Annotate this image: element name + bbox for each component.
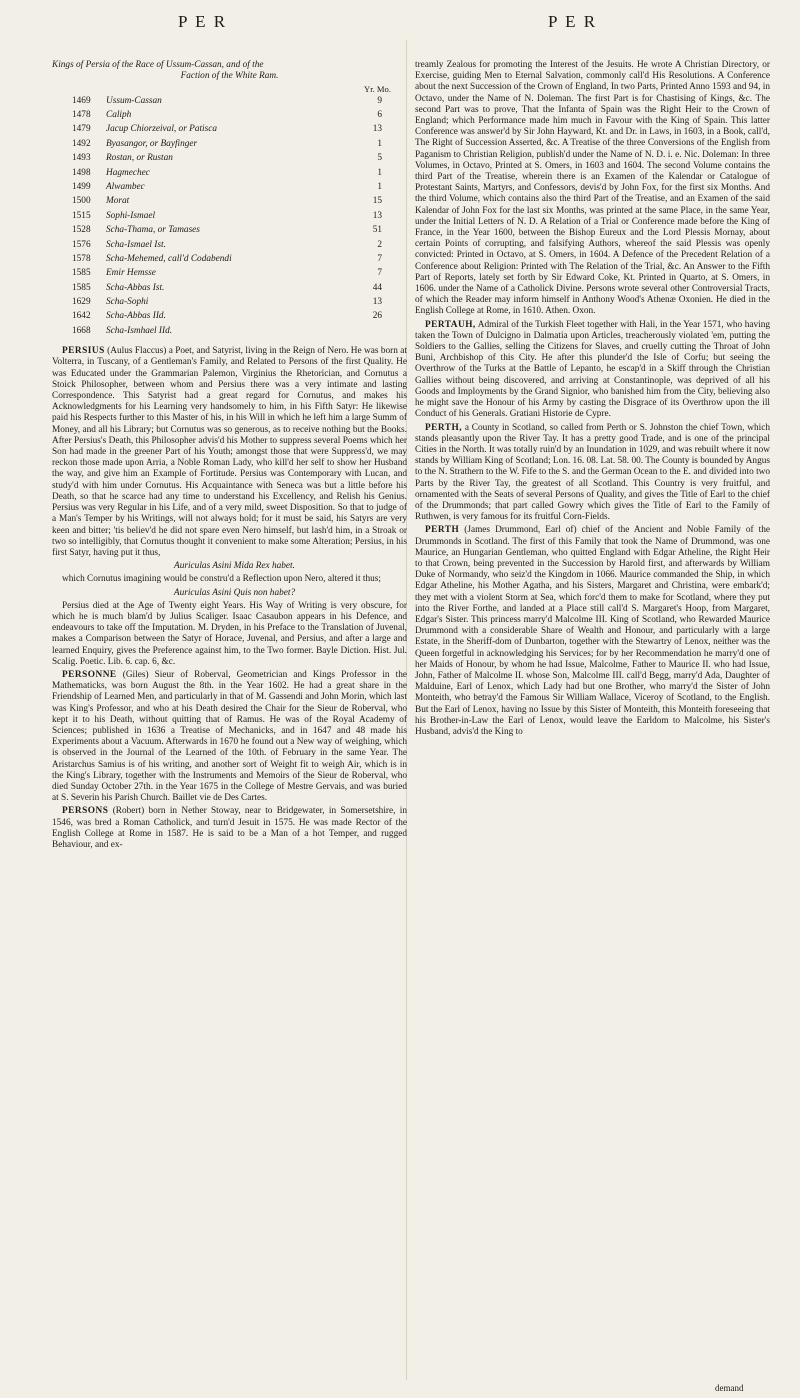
perth-earl-text: (James Drummond, Earl of) chief of the Ancient and Noble Family of the Drummonds in Scotland. The first of this Family that took the Name of Drummond, was one Maurice, an Hungarian Gentleman, who quitted England with Edgar Atheline, the Right Heir to that Crown, being prevented in the Succession by Harold first, and afterwards by William Duke of Normandy, who seiz'd the Kingdom in 1066. Maurice commanded the Ship, in which Edgar Atheline, his Mother Agatha, and his Sisters, Margaret and Christina, were embark'd; they met with a violent Storm at Sea, which forc'd them to make for Scotland, where they put into the River Forthe, and landed at a Place still call'd S. Margaret's Hoop, from Margaret, Edgar's Sister. This princess marry'd Malcolme III. King of Scotland, who Rewarded Maurice Drummond with a considerable Share of Wealth and Honour, and particularly with a large Estate, in the Sheriff-dom of Dunbarton, together with the Stewartry of Lenox, neither was the Queen forgetful in acknowledging his Services; for by her Recommendation he marry'd one of her Maids of Honour, by whom he had Issue, Malcolme, Father to Maurice II. who had Issue, John, Father of Malcolme II. whose Son, Malcolme III. call'd Begg, marry'd Ada, Daughter of Malduine, Earl of Lenox, which Lady had but one Brother, who marry'd the Sister of John Monteith, who betray'd the Famous Sir William Wallace, Viceroy of Scotland, to the English. But the Earl of Lenox, having no Issue by this Sister of Monteith, this Monteith foreseeing that his Brother-in-Law the Earl of Lenox, would leave the Earldom to Malcolme, his Sister's Husband, advis'd the King to [415, 525, 770, 737]
running-head-right: P E R [548, 12, 598, 31]
reign-king: Ussum-Cassan [106, 95, 162, 106]
reign-row [72, 110, 382, 124]
reign-year: 1515 [72, 210, 91, 221]
reign-year: 1469 [72, 95, 91, 106]
persius-text-2: which Cornutus imagining would be constru'd a Reflection upon Nero, altered it thus; [62, 574, 381, 585]
reign-row [72, 225, 382, 239]
personne-entry [52, 670, 407, 804]
reign-king: Alwambec [106, 181, 145, 192]
reign-year: 1642 [72, 311, 91, 322]
reign-duration: 26 [372, 311, 382, 322]
verse-1: Auriculas Asini Mida Rex habet. [174, 561, 295, 572]
right-column [415, 60, 770, 740]
reign-year: 1478 [72, 110, 91, 120]
reign-year: 1585 [72, 268, 91, 279]
reign-table [72, 96, 382, 341]
reign-row [72, 196, 382, 210]
reign-duration: 7 [377, 253, 382, 264]
reign-king: Emir Hemsse [106, 268, 156, 279]
persons-continued: treamly Zealous for promoting the Interest of the Jesuits. He wrote A Christian Directory, or Exercise, guiding Men to Eternal Salvation, commonly call'd His Resolutions. A Conference about the next Succession of the Crown of England, In two Parts, Printed Anno 1593 and 94, in Octavo, under the Name of N. Doleman. The first Part is for Chastising of Kings, &c. The second Part was to prove, That the Infanta of Spain was the Right Heir to the Crown of England; which Performance made him much in Favour with the King of Spain. This latter Conference was answer'd by Sir John Hayward, Kt. and Dr. in Laws, in 1603, in a Book, call'd, The Right of Succession Asserted, &c. A Treatise of the three Conversions of the English from Paganism to Christian Religion, publish'd under the Name of N. D. i. e. Nic. Doleman: In three Volumes, in Octavo, Printed at S. Omers, in 1603 and 1604. The second Volume contains the third Part of the Treatise, wherein there is an Examen of the Kalendar or Catalogue of Protestant Saints, Martyrs, and Confessors, devis'd by John Fox, for the first six Months. And the third Volume, which contains also the third Part of the Treatise, and an Examen of the said Kalendar of John Fox for the last six Months, was printed at the same Place, in the same Year, under the Initial Letters of N. D. A Relation of a Trial or Conference made before the King of France, in the Year 1600, between the Bishop Eureux and the Lord Plessis Mornay, about certain Points of corrupting, and falsifying Authors, whereof the said Plessis was openly convicted: Printed in Octavo, at S. Omers, in 1604. A Defence of the Precedent Relation of a Conference about Religion: Printed with The Relation of the Trial, &c. An Answer to the Fifth Part of Reports, lately set forth by Sir Edward Coke, Kt. Printed in Quarto, at S. Omers, in 1606. under the Name of a Catholick Divine. Persons wrote several other Controversial Tracts, of which the Reader may inform himself in Anthony Wood's Athenæ Oxonien. He died in the English College at Rome, in 1610. Athen. Oxon. [415, 60, 770, 317]
reign-duration: 51 [372, 225, 382, 236]
reign-duration: 6 [377, 110, 382, 120]
col-mo: Mo. [376, 84, 391, 95]
catchword: demand [715, 1383, 744, 1393]
reign-duration: 15 [372, 196, 382, 207]
reign-duration: 5 [377, 153, 382, 164]
reign-king: Scha-Mehemed, call'd Codabendi [106, 253, 232, 264]
reign-year: 1492 [72, 138, 91, 149]
reign-king: Caliph [106, 110, 132, 120]
reign-year: 1528 [72, 225, 91, 236]
perth-earl-entry [415, 525, 770, 738]
reign-row [72, 182, 382, 196]
reign-duration: 7 [377, 268, 382, 279]
reign-duration: 13 [372, 124, 382, 135]
persons-entry [52, 806, 407, 851]
personne-name: PERSONNE [62, 669, 117, 680]
running-head [0, 8, 800, 38]
reign-row [72, 254, 382, 268]
pertauh-name: PERTAUH, [425, 319, 476, 330]
kings-heading [52, 60, 407, 82]
reign-year: 1576 [72, 239, 91, 250]
running-head-left: P E R [178, 12, 228, 31]
reign-row [72, 168, 382, 182]
reign-year: 1668 [72, 325, 91, 336]
reign-year: 1629 [72, 297, 91, 308]
persius-name: PERSIUS [62, 346, 105, 357]
reign-year: 1499 [72, 181, 91, 192]
reign-year: 1578 [72, 253, 91, 264]
reign-row [72, 283, 382, 297]
kings-heading-sub: Faction of the White Ram. [180, 71, 279, 82]
kings-heading-title: Kings of Persia of the Race of Ussum-Cassan, and of the [52, 60, 264, 70]
personne-text: (Giles) Sieur of Roberval, Geometrician and Kings Professor in the Mathematicks, was born August the 8th. in the Year 1602. He had a great share in the Friendship of Learned Men, and particularly in that of M. Gassendi and John Morin, which last was King's Professor, and who at his Death desired the Chair for the Sieur de Roberval, who kept it to his Death, without quitting that of Ramus. He was of the Royal Academy of Sciences; published in 1636 a Treatise of Mechanicks, and in 1647 and 48 made his Experiments about a Vacuum. Afterwards in 1670 he found out a New way of weighing, which is observed in the Journal of the Learned of the 10th. of February in the same Year. The Aristarchus Samius is of his writing, and another sort of Weight fit to weigh Air, which is in the King's Library, together with the Instruments and Memoirs of the Sieur de Roberval, who died Sunday October 27th. in the Year 1675 in the College of Mestre Gervais, and was buried at S. Severin his Parish Church. Baillet vie de Des Cartes. [52, 669, 407, 804]
persons-name: PERSONS [62, 806, 109, 817]
reign-duration: 44 [372, 282, 382, 293]
reign-row [72, 96, 382, 110]
reign-king: Rostan, or Rustan [106, 153, 173, 164]
pertauh-entry [415, 320, 770, 421]
reign-row [72, 124, 382, 138]
persons-text: (Robert) born in Nether Stoway, near to Bridgewater, in Somersetshire, in 1546, was bred a Roman Catholick, and turn'd Jesuit in 1575. He was made Rector of the English College at Rome in 1587. He is said to be a Man of a hot Temper, and rugged Behaviour, and ex- [52, 806, 407, 850]
reign-king: Hagmechec [106, 167, 150, 178]
reign-row [72, 240, 382, 254]
pertauh-text: Admiral of the Turkish Fleet together with Hali, in the Year 1571, who having taken the Town of Dulcigno in Dalmatia upon Articles, treacherously violated 'em, putting the Soldiers to the Gallies, selling the Citizens for Slaves, and cruelly cutting the Throat of John Buni, Archbishop of this City. He after this plunder'd the Isle of Corfu; but seeing the Overthrow of the Turks at the Battle of Lepanto, he escap'd in a Skiff through the Christian Gallies without being discovered, and arriving at Constantinople, was deprived of all his Goods and Imployments by the Grand Signior, who banished him from the City, believing also he might save the Honour of his Army by casting the Disgrace of its Overthrow upon the ill Conduct of his Generals. Gratiani Historie de Cypre. [415, 319, 770, 420]
left-column [52, 60, 407, 853]
persius-text: (Aulus Flaccus) a Poet, and Satyrist, living in the Reign of Nero. He was born at Volterra, in Tuscany, of a Gentleman's Family, and Related to Persons of the first Quality. He was Educated under the Grammarian Palemon, Virginius the Rhetorician, and Cornutus a Stoick Philosopher, between whom and Persius there was a very intimate and lasting Correspondence. This Satyrist had a great regard for Cornutus, and makes his Acknowledgments for his Learning very handsomely to him, in his Fifth Satyr: He likewise paid his Respects further to this Master of his, in his Will in which he left him a large Summ of Money, and all his Library; but Cornutus was so generous, as to receive nothing but the Books. After Persius's Death, this Philosopher advis'd his Mother to suppress several Poems which her Son had made in the greener Part of his Youth; amongst those that were Suppress'd, we may reckon those made upon Arria, a Noble Roman Lady, who kill'd her self to show her Husband the way, and give him an Example of Fortitude. Persius was Contemporary with Lucan, and study'd with him under Cornutus. His Acquaintance with Seneca was but a little before his Death, so that he scarce had any time to understand his Excellency, and Relish his Genius. Persius was very Regular in his Life, and of a very mild, sweet Disposition. So that to judge of a Man's Temper by his Writings, will not always hold; for it must be said, his Satyrs are very keen and bitter; 'tis believ'd he did not spare even Nero himself, but lash'd him, in a Stroak or two so intelligibly, that Cornutus thought it convenient to make some Alteration; Persius, in his first Satyr, having put it thus, [52, 346, 408, 558]
reign-duration: 1 [377, 138, 382, 149]
reign-king: Scha-Ismael Ist. [106, 239, 166, 250]
reign-year: 1585 [72, 282, 91, 293]
reign-year: 1500 [72, 196, 91, 207]
reign-duration: 1 [377, 167, 382, 178]
reign-king: Scha-Thama, or Tamases [106, 225, 200, 236]
reign-king: Scha-Abbas IId. [106, 311, 166, 322]
verse-2: Auriculas Asini Quis non habet? [173, 587, 296, 598]
reign-king: Scha-Sophi [106, 297, 149, 308]
reign-duration: 9 [377, 95, 382, 106]
persius-entry [52, 346, 407, 559]
perth-entry [415, 423, 770, 524]
col-yr: Yr. [364, 84, 375, 95]
reign-year: 1498 [72, 167, 91, 178]
reign-duration [346, 326, 382, 340]
perth-earl-name: PERTH [425, 525, 460, 536]
reign-king: Morat [106, 196, 130, 207]
reign-row [72, 139, 382, 153]
reign-king: Sophi-Ismael [106, 210, 156, 221]
reign-duration: 13 [372, 210, 382, 221]
reign-duration: 1 [377, 181, 382, 192]
reign-king: Scha-Ismhael IId. [106, 325, 173, 336]
reign-year: 1479 [72, 124, 91, 135]
persius-text-3: Persius died at the Age of Twenty eight Years. His Way of Writing is very obscure, for which he is much blam'd by Julius Scaliger. Isaac Casaubon appears in his Defence, and endeavours to take off the Imputation. M. Dryden, in his Preface to the Translation of Juvenal, makes a Comparison between the Satyr of Horace, Juvenal, and Persius, and after a large and learned Enquiry, gives the Preference against him, to the Two former. Bayle Diction. Hist. Jul. Scalig. Poetic. Lib. 6. cap. 6, &c. [52, 600, 407, 667]
reign-king: Jacup Chiorzeival, or Patisca [106, 124, 218, 135]
reign-row [72, 153, 382, 167]
reign-king: Scha-Abbas Ist. [106, 282, 165, 293]
reign-column-heads [52, 84, 407, 95]
reign-year: 1493 [72, 153, 91, 164]
reign-row [72, 268, 382, 282]
reign-row [72, 297, 382, 311]
reign-row [72, 326, 382, 340]
perth-name: PERTH, [425, 422, 463, 433]
perth-text: a County in Scotland, so called from Perth or S. Johnston the chief Town, which stands pleasantly upon the River Tay. It has a pretty good Trade, and is one of the principal Cities in the North. It was totally ruin'd by an Inundation in 1029, and was rebuilt where it now stands by William King of Scotland; Lon. 16. 08. Lat. 58. 00. The County is bounded by Angus to the N. Strathern to the W. Fife to the S. and the German Ocean to the E. and divided into two Parts by the River Tay, the greatest of all Scotland. This Country is very fruitful, and ornamented with the Seats of several Persons of Quality, and gives the Title of Earl to the chief of the Drummonds; that part called Gowry which gives the Title of Earl to the Family of Ruthwen, is very famous for its fruitful Corn-Fields. [415, 422, 771, 523]
reign-duration: 13 [372, 297, 382, 308]
reign-row [72, 311, 382, 325]
reign-row [72, 211, 382, 225]
reign-king: Byasangor, or Bayfinger [106, 138, 198, 149]
reign-duration: 2 [377, 239, 382, 250]
